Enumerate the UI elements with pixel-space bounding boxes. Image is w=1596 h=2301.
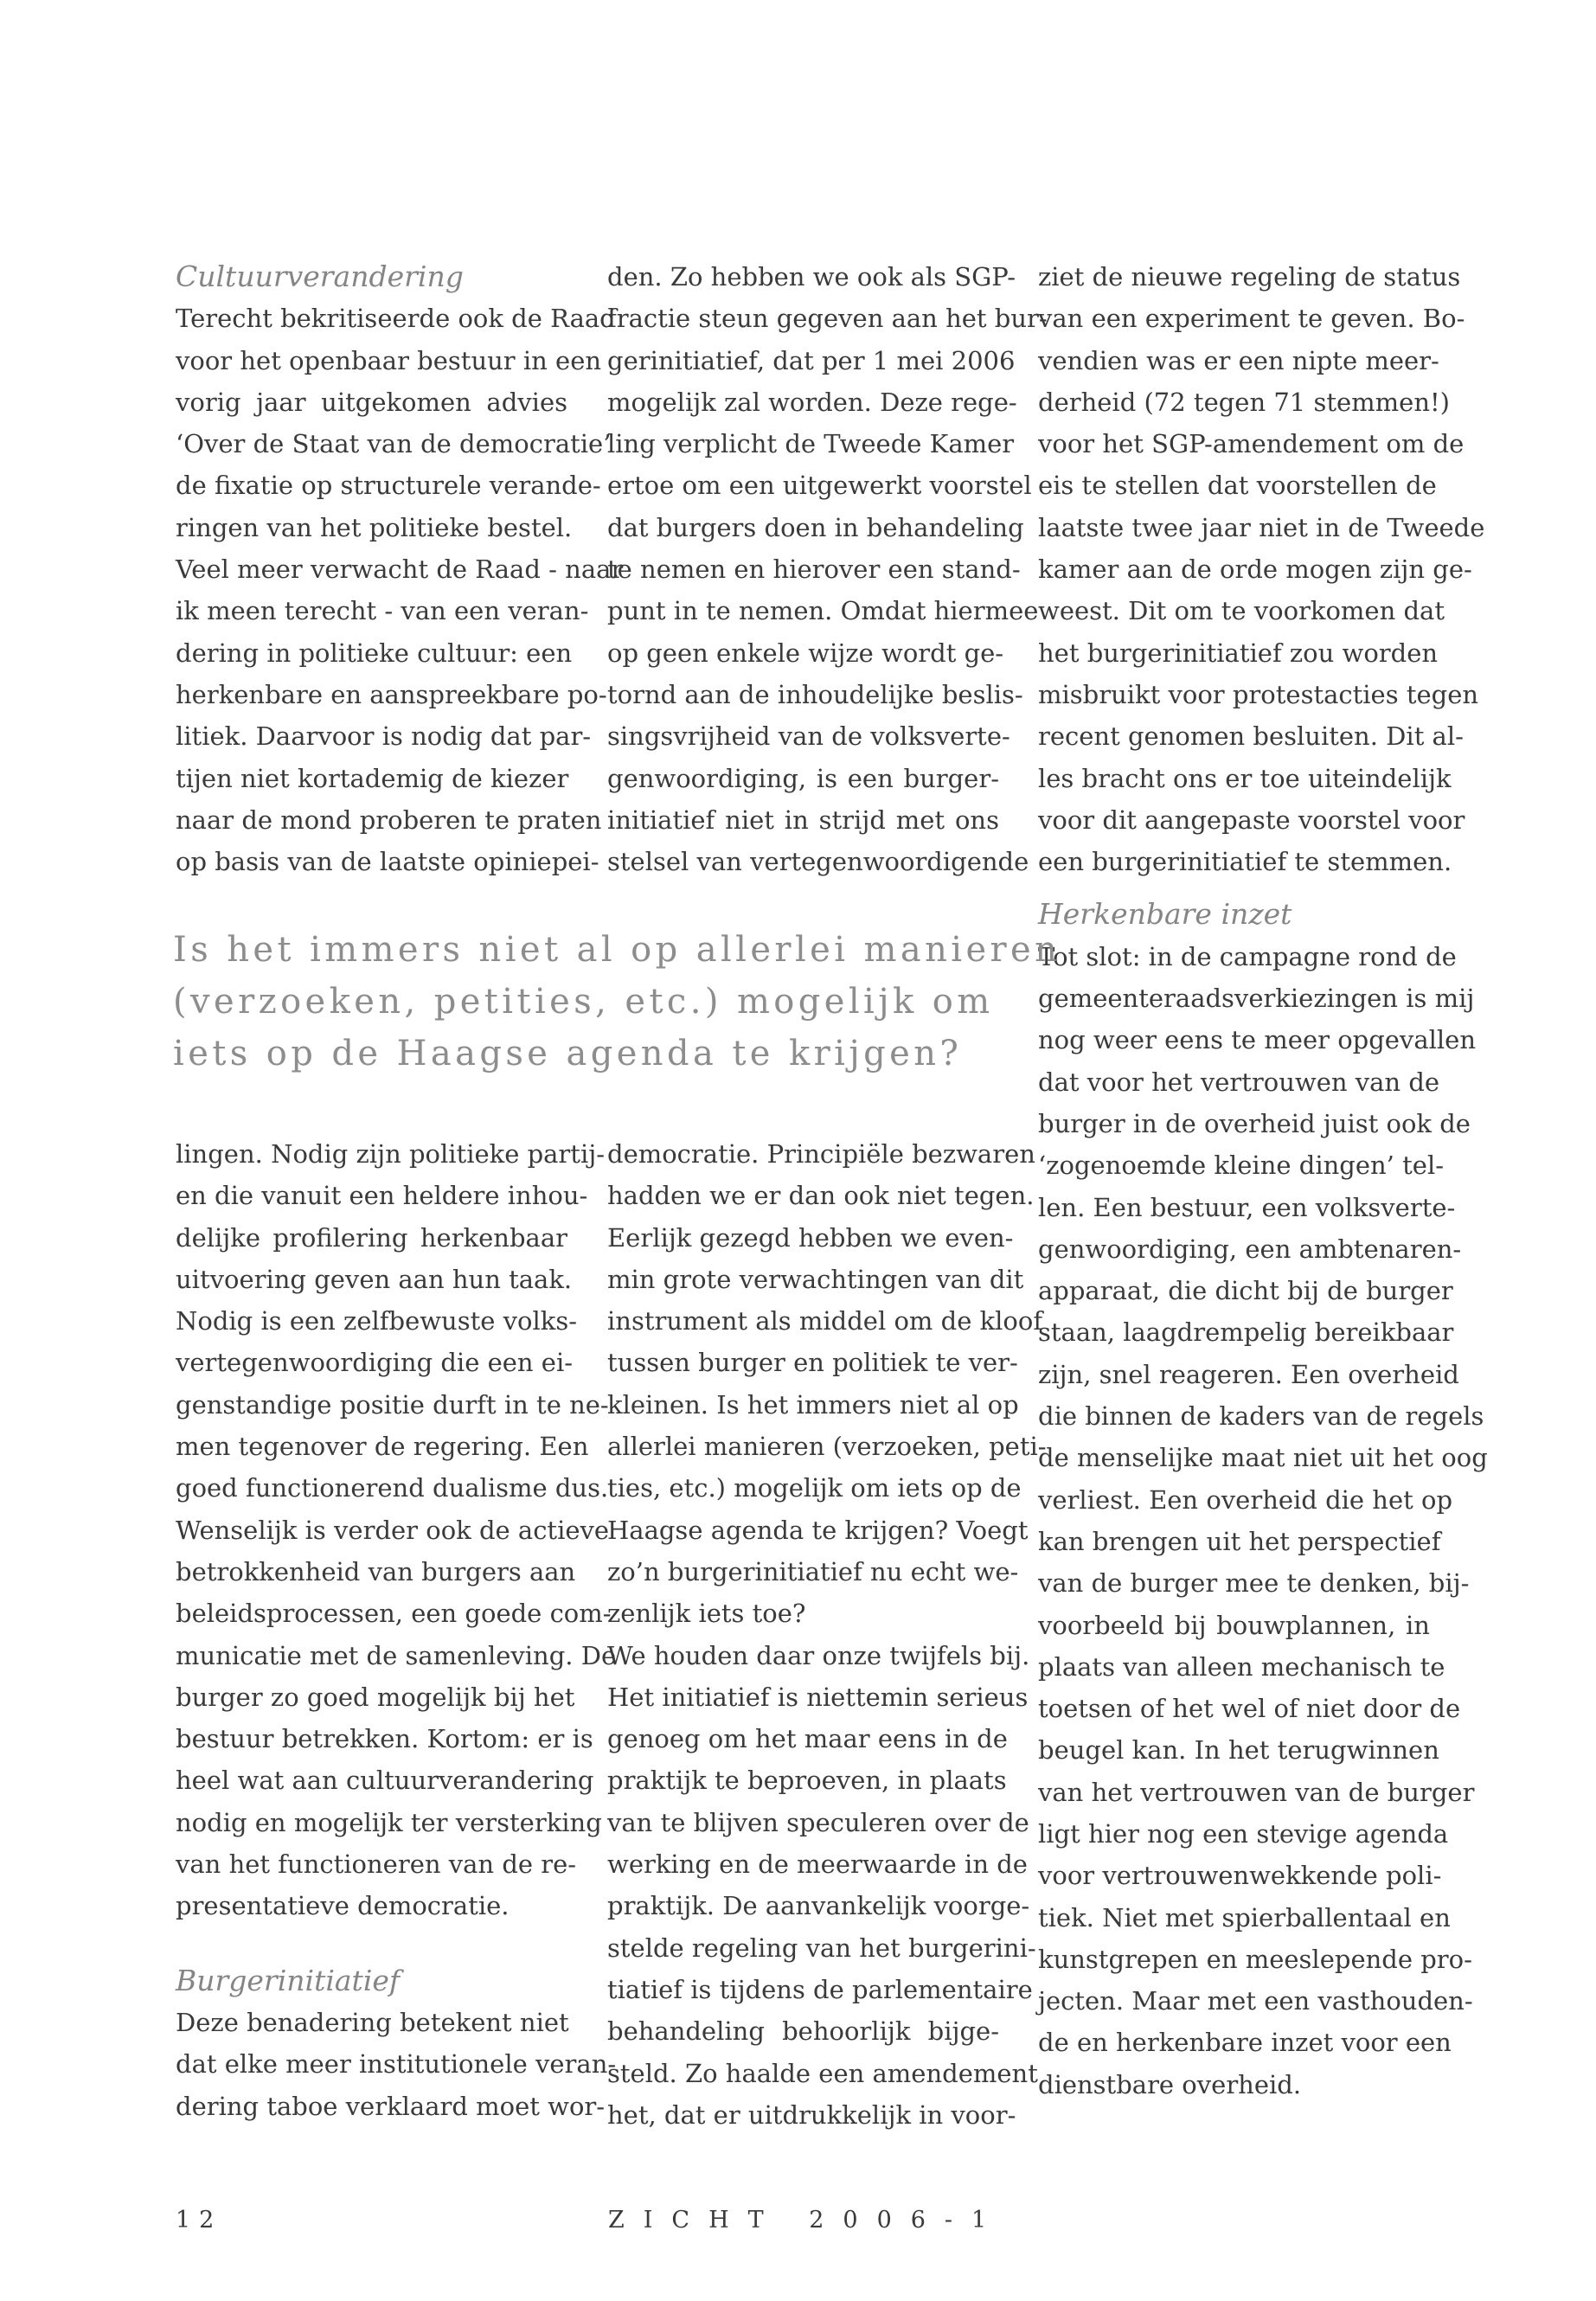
text-line: staan, laagdrempelig bereikbaar <box>1038 1317 1454 1348</box>
text-line: presentatieve democratie. <box>176 1891 510 1921</box>
text-line: gerinitiatief, dat per 1 mei 2006 <box>607 345 1016 375</box>
text-line: plaats van alleen mechanisch te <box>1038 1651 1445 1682</box>
text-line: genwoordiging, een ambtenaren- <box>1038 1234 1462 1264</box>
text-line: naar de mond proberen te praten <box>176 804 602 835</box>
text-line: de fixatie op structurele verande- <box>176 471 601 501</box>
text-line: voor het openbaar bestuur in een <box>176 345 602 375</box>
text-line: genstandige positie durft in te ne- <box>176 1389 609 1420</box>
text-line: den. Zo hebben we ook als SGP- <box>607 262 1016 292</box>
text-line: dat elke meer institutionele veran- <box>176 2049 617 2080</box>
text-line: heel wat aan cultuurverandering <box>176 1766 594 1796</box>
text-line: kunstgrepen en meeslepende pro- <box>1038 1944 1472 1974</box>
text-line: punt in te nemen. Omdat hiermee <box>607 596 1039 626</box>
text-line: op basis van de laatste opiniepei- <box>176 847 599 877</box>
text-line: Haagse agenda te krijgen? Voegt <box>607 1515 1029 1545</box>
text-line: verliest. Een overheid die het op <box>1038 1484 1453 1515</box>
text-line: dat voor het vertrouwen van de <box>1038 1067 1440 1097</box>
text-line: ziet de nieuwe regeling de status <box>1038 262 1461 292</box>
text-line: fractie steun gegeven aan het bur- <box>607 304 1048 334</box>
text-line: voor het SGP-amendement om de <box>1038 429 1465 459</box>
text-line: nodig en mogelijk ter versterking <box>176 1807 602 1837</box>
text-line: ‘Over de Staat van de democratie’ <box>176 429 612 459</box>
text-line: apparaat, die dicht bij de burger <box>1038 1276 1453 1306</box>
text-line: een burgerinitiatief te stemmen. <box>1038 847 1452 877</box>
text-line: genwoordiging, is een burger- <box>607 763 999 793</box>
text-line: Tot slot: in de campagne rond de <box>1038 941 1457 971</box>
text-line: derheid (72 tegen 71 stemmen!) <box>1038 387 1450 417</box>
text-line: ling verplicht de Tweede Kamer <box>607 429 1015 459</box>
magazine-issue: ZICHT 2006-1 <box>608 2207 1006 2234</box>
column-1-top <box>176 256 624 882</box>
section-heading-cultuurverandering: Cultuurverandering <box>176 260 464 293</box>
text-line: recent genomen besluiten. Dit al- <box>1038 721 1464 752</box>
text-line: en die vanuit een heldere inhou- <box>176 1181 588 1211</box>
text-line: dering taboe verklaard moet wor- <box>176 2091 606 2121</box>
text-line: burger zo goed mogelijk bij het <box>176 1682 575 1712</box>
text-line: burger in de overheid juist ook de <box>1038 1108 1471 1138</box>
text-line: genoeg om het maar eens in de <box>607 1724 1008 1754</box>
text-line: lingen. Nodig zijn politieke partij- <box>176 1139 606 1169</box>
text-line: ik meen terecht - van een veran- <box>176 596 589 626</box>
text-line: herkenbare en aanspreekbare po- <box>176 679 607 709</box>
text-line: eis te stellen dat voorstellen de <box>1038 471 1437 501</box>
text-line: betrokkenheid van burgers aan <box>176 1556 576 1586</box>
pull-quote-line: iets op de Haagse agenda te krijgen? <box>173 1034 963 1074</box>
paragraph-spacer <box>1038 882 1430 894</box>
text-line: toetsen of het wel of niet door de <box>1038 1694 1461 1724</box>
pull-quote <box>173 924 1061 1080</box>
text-line: We houden daar onze twijfels bij. <box>607 1640 1030 1670</box>
text-line: misbruikt voor protestacties tegen <box>1038 679 1479 709</box>
text-line: Nodig is een zelfbewuste volks- <box>176 1306 578 1336</box>
text-line: ‘zogenoemde kleine dingen’ tel- <box>1038 1150 1445 1181</box>
text-line: tornd aan de inhoudelijke beslis- <box>607 679 1023 709</box>
text-line: hadden we er dan ook niet tegen. <box>607 1181 1035 1211</box>
text-line: zo’n burgerinitiatief nu echt we- <box>607 1556 1019 1586</box>
text-line: tiek. Niet met spierballentaal en <box>1038 1902 1451 1932</box>
text-line: van het functioneren van de re- <box>176 1849 577 1880</box>
text-line: tussen burger en politiek te ver- <box>607 1348 1018 1378</box>
text-line: de menselijke maat niet uit het oog <box>1038 1443 1488 1473</box>
text-line: praktijk. De aanvankelijk voorge- <box>607 1891 1030 1921</box>
text-line: jecten. Maar met een vasthouden- <box>1038 1986 1473 2016</box>
text-line: het, dat er uitdrukkelijk in voor- <box>607 2099 1016 2130</box>
text-line: tiatief is tijdens de parlementaire <box>607 1974 1033 2004</box>
text-line: voor dit aangepaste voorstel voor <box>1038 804 1465 835</box>
text-line: van de burger mee te denken, bij- <box>1038 1568 1470 1599</box>
text-line: stelsel van vertegenwoordigende <box>607 847 1029 877</box>
text-line: op geen enkele wijze wordt ge- <box>607 638 1004 668</box>
text-line: laatste twee jaar niet in de Tweede <box>1038 512 1485 542</box>
text-line: Wenselijk is verder ook de actieve <box>176 1515 610 1545</box>
page-number: 12 <box>176 2207 223 2234</box>
text-line: Het initiatief is niettemin serieus <box>607 1682 1029 1712</box>
text-line: les bracht ons er toe uiteindelijk <box>1038 763 1452 793</box>
section-heading-herkenbare-inzet: Herkenbare inzet <box>1038 897 1292 932</box>
column-2-bottom <box>607 1133 1047 2136</box>
text-line: praktijk te beproeven, in plaats <box>607 1766 1007 1796</box>
text-line: tijen niet kortademig de kiezer <box>176 763 569 793</box>
text-line: delijke profilering herkenbaar <box>176 1222 567 1253</box>
text-line: die binnen de kaders van de regels <box>1038 1401 1484 1432</box>
text-line: ties, etc.) mogelijk om iets op de <box>607 1473 1022 1503</box>
text-line: dat burgers doen in behandeling <box>607 512 1024 542</box>
text-line: bestuur betrekken. Kortom: er is <box>176 1724 593 1754</box>
text-line: ertoe om een uitgewerkt voorstel <box>607 471 1032 501</box>
text-line: vertegenwoordiging die een ei- <box>176 1348 574 1378</box>
text-line: behandeling behoorlijk bijge- <box>607 2016 999 2047</box>
text-line: allerlei manieren (verzoeken, peti- <box>607 1432 1047 1462</box>
text-line: Deze benadering betekent niet <box>176 2007 569 2037</box>
text-line: beleidsprocessen, een goede com- <box>176 1599 612 1629</box>
text-line: van te blijven speculeren over de <box>607 1807 1029 1837</box>
text-line: min grote verwachtingen van dit <box>607 1264 1024 1294</box>
text-line: ringen van het politieke bestel. <box>176 512 573 542</box>
text-line: dienstbare overheid. <box>1038 2069 1302 2099</box>
text-line: goed functionerend dualisme dus. <box>176 1473 609 1503</box>
text-line: initiatief niet in strijd met ons <box>607 804 999 835</box>
text-line: de en herkenbare inzet voor een <box>1038 2028 1452 2058</box>
text-line: mogelijk zal worden. Deze rege- <box>607 387 1017 417</box>
pull-quote-line: Is het immers niet al op allerlei manieren <box>173 930 1061 970</box>
text-line: voorbeeld bij bouwplannen, in <box>1038 1610 1430 1640</box>
text-line: vorig jaar uitgekomen advies <box>176 387 567 417</box>
text-line: nog weer eens te meer opgevallen <box>1038 1025 1476 1055</box>
text-line: kan brengen uit het perspectief <box>1038 1526 1441 1556</box>
text-line: kamer aan de orde mogen zijn ge- <box>1038 554 1472 585</box>
text-line: litiek. Daarvoor is nodig dat par- <box>176 721 592 752</box>
text-line: weest. Dit om te voorkomen dat <box>1038 596 1445 626</box>
text-line: municatie met de samenleving. De <box>176 1640 617 1670</box>
pull-quote-line: (verzoeken, petities, etc.) mogelijk om <box>173 982 994 1022</box>
text-line: Terecht bekritiseerde ook de Raad <box>176 304 616 334</box>
column-3 <box>1038 256 1488 2106</box>
text-line: ligt hier nog een stevige agenda <box>1038 1818 1449 1849</box>
text-line: kleinen. Is het immers niet al op <box>607 1389 1019 1420</box>
paragraph-spacer <box>176 1927 567 1960</box>
text-line: democratie. Principiële bezwaren <box>607 1139 1035 1169</box>
text-line: uitvoering geven aan hun taak. <box>176 1264 573 1294</box>
text-line: Eerlijk gezegd hebben we even- <box>607 1222 1014 1253</box>
text-line: van een experiment te geven. Bo- <box>1038 304 1465 334</box>
column-1-bottom <box>176 1133 617 2127</box>
text-line: gemeenteraadsverkiezingen is mij <box>1038 984 1475 1014</box>
text-line: zenlijk iets toe? <box>607 1599 806 1629</box>
text-line: te nemen en hierover een stand- <box>607 554 1021 585</box>
text-line: zijn, snel reageren. Een overheid <box>1038 1359 1459 1389</box>
section-heading-burgerinitiatief: Burgerinitiatief <box>176 1963 401 1997</box>
text-line: singsvrijheid van de volksverte- <box>607 721 1010 752</box>
text-line: Veel meer verwacht de Raad - naar <box>176 554 624 585</box>
text-line: het burgerinitiatief zou worden <box>1038 638 1439 668</box>
text-line: instrument als middel om de kloof <box>607 1306 1043 1336</box>
text-line: werking en de meerwaarde in de <box>607 1849 1028 1880</box>
text-line: dering in politieke cultuur: een <box>176 638 573 668</box>
text-line: steld. Zo haalde een amendement <box>607 2058 1038 2088</box>
text-line: voor vertrouwenwekkende poli- <box>1038 1861 1442 1891</box>
text-line: stelde regeling van het burgerini- <box>607 1932 1036 1963</box>
text-line: men tegenover de regering. Een <box>176 1432 589 1462</box>
text-line: beugel kan. In het terugwinnen <box>1038 1735 1439 1766</box>
text-line: van het vertrouwen van de burger <box>1038 1777 1475 1807</box>
text-line: vendien was er een nipte meer- <box>1038 345 1439 375</box>
column-2-top <box>607 256 1048 882</box>
text-line: len. Een bestuur, een volksverte- <box>1038 1192 1456 1222</box>
